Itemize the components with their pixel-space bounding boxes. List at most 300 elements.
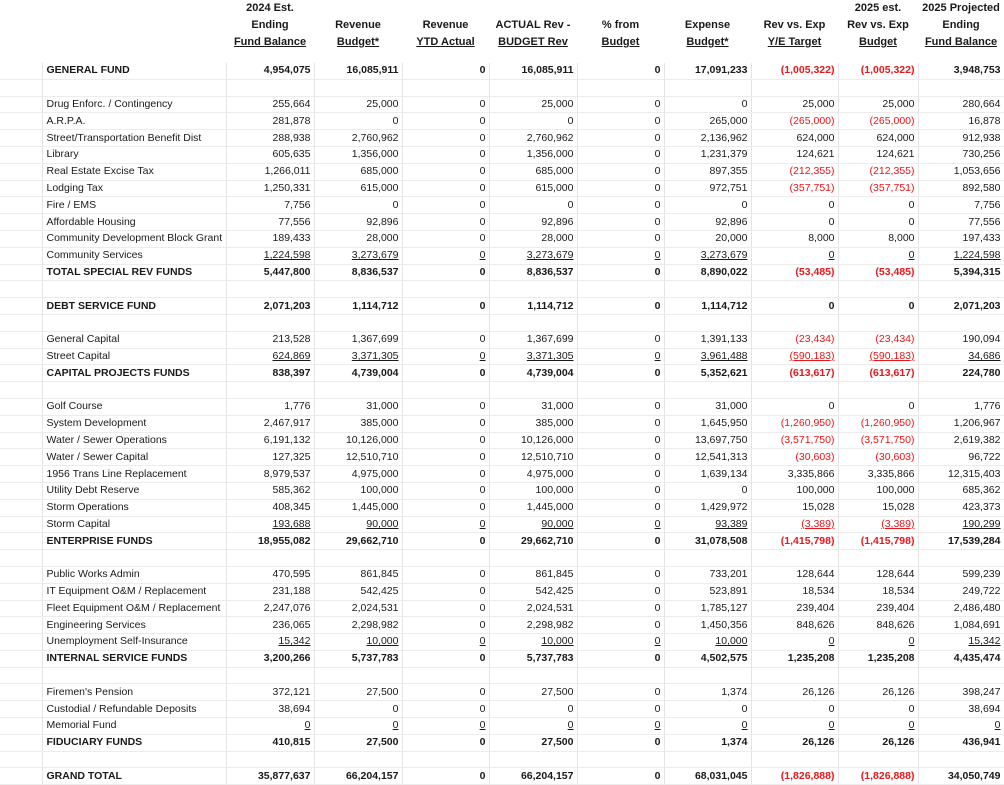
value-cell[interactable] — [918, 449, 1004, 466]
row-gutter-cell[interactable] — [0, 634, 42, 651]
value-cell[interactable] — [664, 550, 751, 567]
value-cell[interactable] — [402, 718, 489, 735]
value-cell[interactable] — [314, 130, 402, 147]
value-cell[interactable] — [314, 617, 402, 634]
value-cell[interactable] — [577, 684, 664, 701]
value-cell[interactable] — [664, 701, 751, 718]
value-cell[interactable] — [489, 180, 577, 197]
value-cell[interactable] — [489, 617, 577, 634]
value-cell[interactable] — [489, 197, 577, 214]
value-cell[interactable] — [751, 230, 838, 247]
value-cell[interactable] — [838, 684, 918, 701]
value-cell[interactable] — [664, 734, 751, 751]
value-cell[interactable] — [751, 79, 838, 96]
value-cell[interactable] — [751, 751, 838, 768]
value-cell[interactable] — [918, 734, 1004, 751]
value-cell[interactable] — [226, 298, 314, 315]
value-cell[interactable] — [918, 516, 1004, 533]
value-cell[interactable] — [226, 583, 314, 600]
value-cell[interactable] — [577, 298, 664, 315]
value-cell[interactable] — [314, 180, 402, 197]
value-cell[interactable] — [226, 96, 314, 113]
value-cell[interactable] — [226, 550, 314, 567]
value-cell[interactable] — [226, 499, 314, 516]
value-cell[interactable] — [489, 583, 577, 600]
value-cell[interactable] — [838, 197, 918, 214]
value-cell[interactable] — [838, 432, 918, 449]
fund-name-cell[interactable]: Water / Sewer Operations — [42, 432, 226, 449]
value-cell[interactable] — [918, 113, 1004, 130]
fund-name-cell[interactable]: IT Equipment O&M / Replacement — [42, 583, 226, 600]
value-cell[interactable] — [314, 516, 402, 533]
row-gutter-cell[interactable] — [0, 382, 42, 399]
value-cell[interactable] — [402, 734, 489, 751]
value-cell[interactable] — [226, 566, 314, 583]
value-cell[interactable] — [918, 365, 1004, 382]
value-cell[interactable] — [838, 768, 918, 785]
value-cell[interactable] — [577, 382, 664, 399]
value-cell[interactable] — [918, 130, 1004, 147]
row-gutter-cell[interactable] — [0, 314, 42, 331]
value-cell[interactable] — [751, 583, 838, 600]
fund-name-cell[interactable]: GRAND TOTAL — [42, 768, 226, 785]
value-cell[interactable] — [314, 96, 402, 113]
value-cell[interactable] — [314, 751, 402, 768]
value-cell[interactable] — [226, 533, 314, 550]
value-cell[interactable] — [664, 197, 751, 214]
value-cell[interactable] — [918, 314, 1004, 331]
row-gutter-cell[interactable] — [0, 113, 42, 130]
value-cell[interactable] — [489, 415, 577, 432]
value-cell[interactable] — [314, 230, 402, 247]
value-cell[interactable] — [489, 718, 577, 735]
value-cell[interactable] — [838, 63, 918, 79]
value-cell[interactable] — [751, 197, 838, 214]
value-cell[interactable] — [402, 751, 489, 768]
value-cell[interactable] — [226, 516, 314, 533]
value-cell[interactable] — [838, 214, 918, 231]
value-cell[interactable] — [838, 348, 918, 365]
value-cell[interactable] — [489, 466, 577, 483]
value-cell[interactable] — [838, 499, 918, 516]
value-cell[interactable] — [664, 684, 751, 701]
value-cell[interactable] — [314, 415, 402, 432]
value-cell[interactable] — [489, 634, 577, 651]
value-cell[interactable] — [664, 768, 751, 785]
value-cell[interactable] — [226, 79, 314, 96]
value-cell[interactable] — [226, 667, 314, 684]
fund-name-cell[interactable]: 1956 Trans Line Replacement — [42, 466, 226, 483]
value-cell[interactable] — [226, 230, 314, 247]
value-cell[interactable] — [489, 96, 577, 113]
value-cell[interactable] — [838, 130, 918, 147]
value-cell[interactable] — [577, 583, 664, 600]
value-cell[interactable] — [314, 684, 402, 701]
value-cell[interactable] — [489, 214, 577, 231]
value-cell[interactable] — [577, 348, 664, 365]
value-cell[interactable] — [314, 482, 402, 499]
value-cell[interactable] — [314, 466, 402, 483]
value-cell[interactable] — [402, 600, 489, 617]
value-cell[interactable] — [489, 247, 577, 264]
value-cell[interactable] — [489, 768, 577, 785]
value-cell[interactable] — [577, 600, 664, 617]
row-gutter-cell[interactable] — [0, 197, 42, 214]
row-gutter-cell[interactable] — [0, 281, 42, 298]
row-gutter-cell[interactable] — [0, 348, 42, 365]
value-cell[interactable] — [402, 197, 489, 214]
value-cell[interactable] — [751, 264, 838, 281]
value-cell[interactable] — [489, 398, 577, 415]
value-cell[interactable] — [751, 566, 838, 583]
value-cell[interactable] — [314, 281, 402, 298]
value-cell[interactable] — [314, 163, 402, 180]
value-cell[interactable] — [838, 113, 918, 130]
value-cell[interactable] — [402, 365, 489, 382]
value-cell[interactable] — [577, 550, 664, 567]
value-cell[interactable] — [314, 314, 402, 331]
value-cell[interactable] — [226, 163, 314, 180]
value-cell[interactable] — [918, 617, 1004, 634]
value-cell[interactable] — [577, 482, 664, 499]
value-cell[interactable] — [314, 331, 402, 348]
fund-name-cell[interactable]: Public Works Admin — [42, 566, 226, 583]
value-cell[interactable] — [226, 617, 314, 634]
value-cell[interactable] — [751, 331, 838, 348]
row-gutter-cell[interactable] — [0, 63, 42, 79]
value-cell[interactable] — [664, 466, 751, 483]
value-cell[interactable] — [838, 79, 918, 96]
fund-name-cell[interactable]: DEBT SERVICE FUND — [42, 298, 226, 315]
value-cell[interactable] — [918, 466, 1004, 483]
value-cell[interactable] — [664, 130, 751, 147]
value-cell[interactable] — [664, 331, 751, 348]
value-cell[interactable] — [838, 382, 918, 399]
value-cell[interactable] — [489, 482, 577, 499]
value-cell[interactable] — [838, 96, 918, 113]
value-cell[interactable] — [314, 113, 402, 130]
value-cell[interactable] — [402, 566, 489, 583]
value-cell[interactable] — [838, 516, 918, 533]
value-cell[interactable] — [838, 466, 918, 483]
value-cell[interactable] — [489, 600, 577, 617]
row-gutter-cell[interactable] — [0, 516, 42, 533]
value-cell[interactable] — [226, 180, 314, 197]
value-cell[interactable] — [402, 163, 489, 180]
value-cell[interactable] — [314, 768, 402, 785]
value-cell[interactable] — [314, 634, 402, 651]
value-cell[interactable] — [226, 398, 314, 415]
value-cell[interactable] — [489, 516, 577, 533]
value-cell[interactable] — [402, 281, 489, 298]
value-cell[interactable] — [489, 499, 577, 516]
value-cell[interactable] — [402, 382, 489, 399]
value-cell[interactable] — [664, 398, 751, 415]
value-cell[interactable] — [226, 718, 314, 735]
fund-name-cell[interactable]: Water / Sewer Capital — [42, 449, 226, 466]
value-cell[interactable] — [489, 146, 577, 163]
value-cell[interactable] — [402, 482, 489, 499]
value-cell[interactable] — [489, 449, 577, 466]
row-gutter-cell[interactable] — [0, 718, 42, 735]
value-cell[interactable] — [838, 718, 918, 735]
row-gutter-cell[interactable] — [0, 566, 42, 583]
value-cell[interactable] — [838, 550, 918, 567]
value-cell[interactable] — [838, 365, 918, 382]
value-cell[interactable] — [838, 667, 918, 684]
value-cell[interactable] — [577, 634, 664, 651]
value-cell[interactable] — [664, 499, 751, 516]
value-cell[interactable] — [314, 667, 402, 684]
row-gutter-cell[interactable] — [0, 432, 42, 449]
row-gutter-cell[interactable] — [0, 230, 42, 247]
value-cell[interactable] — [577, 617, 664, 634]
value-cell[interactable] — [751, 466, 838, 483]
value-cell[interactable] — [664, 634, 751, 651]
value-cell[interactable] — [838, 634, 918, 651]
value-cell[interactable] — [489, 432, 577, 449]
value-cell[interactable] — [226, 247, 314, 264]
fund-name-cell[interactable]: Real Estate Excise Tax — [42, 163, 226, 180]
value-cell[interactable] — [314, 298, 402, 315]
row-gutter-cell[interactable] — [0, 482, 42, 499]
fund-name-cell[interactable]: Storm Operations — [42, 499, 226, 516]
fund-name-cell[interactable] — [42, 550, 226, 567]
value-cell[interactable] — [918, 298, 1004, 315]
value-cell[interactable] — [314, 365, 402, 382]
value-cell[interactable] — [226, 113, 314, 130]
value-cell[interactable] — [751, 348, 838, 365]
value-cell[interactable] — [664, 281, 751, 298]
value-cell[interactable] — [664, 516, 751, 533]
value-cell[interactable] — [489, 382, 577, 399]
value-cell[interactable] — [918, 550, 1004, 567]
value-cell[interactable] — [751, 667, 838, 684]
value-cell[interactable] — [918, 667, 1004, 684]
value-cell[interactable] — [402, 130, 489, 147]
value-cell[interactable] — [314, 718, 402, 735]
value-cell[interactable] — [402, 449, 489, 466]
value-cell[interactable] — [918, 163, 1004, 180]
value-cell[interactable] — [751, 415, 838, 432]
value-cell[interactable] — [664, 365, 751, 382]
value-cell[interactable] — [314, 566, 402, 583]
fund-name-cell[interactable]: FIDUCIARY FUNDS — [42, 734, 226, 751]
value-cell[interactable] — [918, 398, 1004, 415]
value-cell[interactable] — [314, 600, 402, 617]
fund-name-cell[interactable]: Community Development Block Grant — [42, 230, 226, 247]
fund-name-cell[interactable] — [42, 281, 226, 298]
value-cell[interactable] — [402, 667, 489, 684]
value-cell[interactable] — [226, 701, 314, 718]
fund-name-cell[interactable]: Memorial Fund — [42, 718, 226, 735]
value-cell[interactable] — [314, 79, 402, 96]
value-cell[interactable] — [402, 415, 489, 432]
value-cell[interactable] — [577, 415, 664, 432]
value-cell[interactable] — [226, 365, 314, 382]
row-gutter-cell[interactable] — [0, 550, 42, 567]
value-cell[interactable] — [314, 264, 402, 281]
value-cell[interactable] — [664, 348, 751, 365]
value-cell[interactable] — [489, 281, 577, 298]
value-cell[interactable] — [918, 415, 1004, 432]
value-cell[interactable] — [664, 382, 751, 399]
value-cell[interactable] — [664, 583, 751, 600]
fund-name-cell[interactable]: General Capital — [42, 331, 226, 348]
fund-name-cell[interactable]: Affordable Housing — [42, 214, 226, 231]
value-cell[interactable] — [577, 768, 664, 785]
value-cell[interactable] — [751, 550, 838, 567]
value-cell[interactable] — [664, 146, 751, 163]
value-cell[interactable] — [751, 600, 838, 617]
value-cell[interactable] — [751, 516, 838, 533]
value-cell[interactable] — [838, 230, 918, 247]
value-cell[interactable] — [751, 281, 838, 298]
fund-name-cell[interactable]: Custodial / Refundable Deposits — [42, 701, 226, 718]
row-gutter-cell[interactable] — [0, 684, 42, 701]
value-cell[interactable] — [918, 718, 1004, 735]
value-cell[interactable] — [577, 130, 664, 147]
value-cell[interactable] — [838, 566, 918, 583]
row-gutter-cell[interactable] — [0, 79, 42, 96]
value-cell[interactable] — [577, 449, 664, 466]
value-cell[interactable] — [489, 230, 577, 247]
row-gutter-cell[interactable] — [0, 298, 42, 315]
value-cell[interactable] — [577, 533, 664, 550]
value-cell[interactable] — [402, 331, 489, 348]
fund-name-cell[interactable]: System Development — [42, 415, 226, 432]
value-cell[interactable] — [226, 314, 314, 331]
value-cell[interactable] — [664, 482, 751, 499]
row-gutter-cell[interactable] — [0, 146, 42, 163]
value-cell[interactable] — [838, 264, 918, 281]
row-gutter-cell[interactable] — [0, 163, 42, 180]
value-cell[interactable] — [751, 247, 838, 264]
value-cell[interactable] — [918, 701, 1004, 718]
value-cell[interactable] — [751, 298, 838, 315]
value-cell[interactable] — [664, 650, 751, 667]
value-cell[interactable] — [918, 751, 1004, 768]
value-cell[interactable] — [314, 398, 402, 415]
fund-name-cell[interactable]: Unemployment Self-Insurance — [42, 634, 226, 651]
value-cell[interactable] — [489, 533, 577, 550]
value-cell[interactable] — [838, 617, 918, 634]
fund-name-cell[interactable]: ENTERPRISE FUNDS — [42, 533, 226, 550]
value-cell[interactable] — [577, 701, 664, 718]
value-cell[interactable] — [664, 432, 751, 449]
value-cell[interactable] — [664, 533, 751, 550]
value-cell[interactable] — [751, 180, 838, 197]
value-cell[interactable] — [402, 146, 489, 163]
row-gutter-cell[interactable] — [0, 617, 42, 634]
value-cell[interactable] — [314, 432, 402, 449]
value-cell[interactable] — [664, 718, 751, 735]
value-cell[interactable] — [838, 482, 918, 499]
value-cell[interactable] — [577, 516, 664, 533]
value-cell[interactable] — [918, 650, 1004, 667]
fund-name-cell[interactable]: Drug Enforc. / Contingency — [42, 96, 226, 113]
fund-name-cell[interactable]: Storm Capital — [42, 516, 226, 533]
value-cell[interactable] — [489, 63, 577, 79]
value-cell[interactable] — [489, 751, 577, 768]
value-cell[interactable] — [489, 550, 577, 567]
value-cell[interactable] — [402, 768, 489, 785]
value-cell[interactable] — [918, 348, 1004, 365]
value-cell[interactable] — [918, 533, 1004, 550]
row-gutter-cell[interactable] — [0, 331, 42, 348]
value-cell[interactable] — [226, 130, 314, 147]
value-cell[interactable] — [226, 331, 314, 348]
value-cell[interactable] — [577, 398, 664, 415]
value-cell[interactable] — [577, 163, 664, 180]
value-cell[interactable] — [226, 264, 314, 281]
value-cell[interactable] — [402, 230, 489, 247]
value-cell[interactable] — [918, 432, 1004, 449]
value-cell[interactable] — [838, 314, 918, 331]
value-cell[interactable] — [664, 314, 751, 331]
value-cell[interactable] — [226, 415, 314, 432]
value-cell[interactable] — [489, 684, 577, 701]
value-cell[interactable] — [314, 348, 402, 365]
value-cell[interactable] — [226, 281, 314, 298]
value-cell[interactable] — [314, 214, 402, 231]
value-cell[interactable] — [226, 650, 314, 667]
value-cell[interactable] — [751, 617, 838, 634]
value-cell[interactable] — [402, 113, 489, 130]
value-cell[interactable] — [226, 146, 314, 163]
value-cell[interactable] — [751, 482, 838, 499]
row-gutter-cell[interactable] — [0, 466, 42, 483]
value-cell[interactable] — [664, 415, 751, 432]
value-cell[interactable] — [577, 281, 664, 298]
value-cell[interactable] — [664, 566, 751, 583]
value-cell[interactable] — [664, 449, 751, 466]
value-cell[interactable] — [577, 230, 664, 247]
value-cell[interactable] — [838, 751, 918, 768]
fund-name-cell[interactable] — [42, 667, 226, 684]
value-cell[interactable] — [577, 63, 664, 79]
value-cell[interactable] — [577, 96, 664, 113]
value-cell[interactable] — [226, 734, 314, 751]
row-gutter-cell[interactable] — [0, 247, 42, 264]
value-cell[interactable] — [402, 617, 489, 634]
fund-name-cell[interactable]: Engineering Services — [42, 617, 226, 634]
value-cell[interactable] — [402, 516, 489, 533]
value-cell[interactable] — [751, 382, 838, 399]
row-gutter-cell[interactable] — [0, 583, 42, 600]
value-cell[interactable] — [838, 533, 918, 550]
value-cell[interactable] — [577, 331, 664, 348]
value-cell[interactable] — [838, 247, 918, 264]
value-cell[interactable] — [226, 63, 314, 79]
value-cell[interactable] — [489, 701, 577, 718]
value-cell[interactable] — [838, 449, 918, 466]
value-cell[interactable] — [489, 331, 577, 348]
value-cell[interactable] — [577, 197, 664, 214]
row-gutter-cell[interactable] — [0, 751, 42, 768]
fund-name-cell[interactable] — [42, 79, 226, 96]
value-cell[interactable] — [226, 197, 314, 214]
value-cell[interactable] — [226, 482, 314, 499]
value-cell[interactable] — [402, 79, 489, 96]
value-cell[interactable] — [314, 550, 402, 567]
row-gutter-cell[interactable] — [0, 600, 42, 617]
value-cell[interactable] — [918, 63, 1004, 79]
value-cell[interactable] — [918, 583, 1004, 600]
fund-name-cell[interactable]: Golf Course — [42, 398, 226, 415]
value-cell[interactable] — [577, 432, 664, 449]
value-cell[interactable] — [838, 600, 918, 617]
